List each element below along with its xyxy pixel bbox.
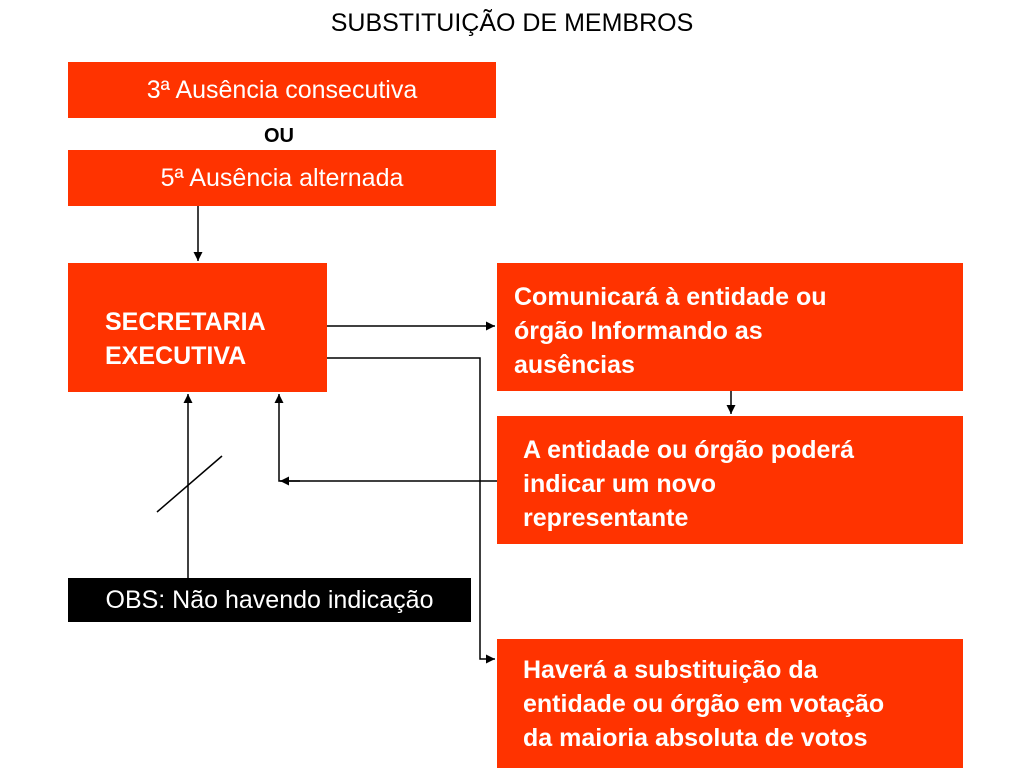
entidade-line-2: indicar um novo: [523, 470, 717, 498]
fifth-absence-label: 5ª Ausência alternada: [160, 164, 404, 192]
obs-label: OBS: Não havendo indicação: [105, 586, 434, 614]
havera-line-1: Haverá a substituição da: [523, 656, 818, 684]
entidade-line-3: representante: [523, 504, 689, 532]
comunicara-line-3: ausências: [514, 351, 635, 379]
arrow-secretaria-to-havera: [327, 358, 495, 659]
secretaria-line-2: EXECUTIVA: [105, 342, 247, 370]
havera-line-3: da maioria absoluta de votos: [523, 724, 868, 752]
diagram-title: SUBSTITUIÇÃO DE MEMBROS: [330, 9, 694, 37]
secretaria-line-1: SECRETARIA: [105, 308, 266, 336]
arrow-entidade-to-secretaria: [279, 394, 497, 481]
third-absence-label: 3ª Ausência consecutiva: [146, 76, 418, 104]
havera-line-2: entidade ou órgão em votação: [523, 690, 885, 718]
entidade-line-1: A entidade ou órgão poderá: [523, 436, 855, 464]
blocked-slash: [157, 456, 222, 512]
or-label: OU: [264, 125, 294, 147]
comunicara-line-2: órgão Informando as: [514, 317, 763, 345]
comunicara-line-1: Comunicará à entidade ou: [514, 283, 827, 311]
